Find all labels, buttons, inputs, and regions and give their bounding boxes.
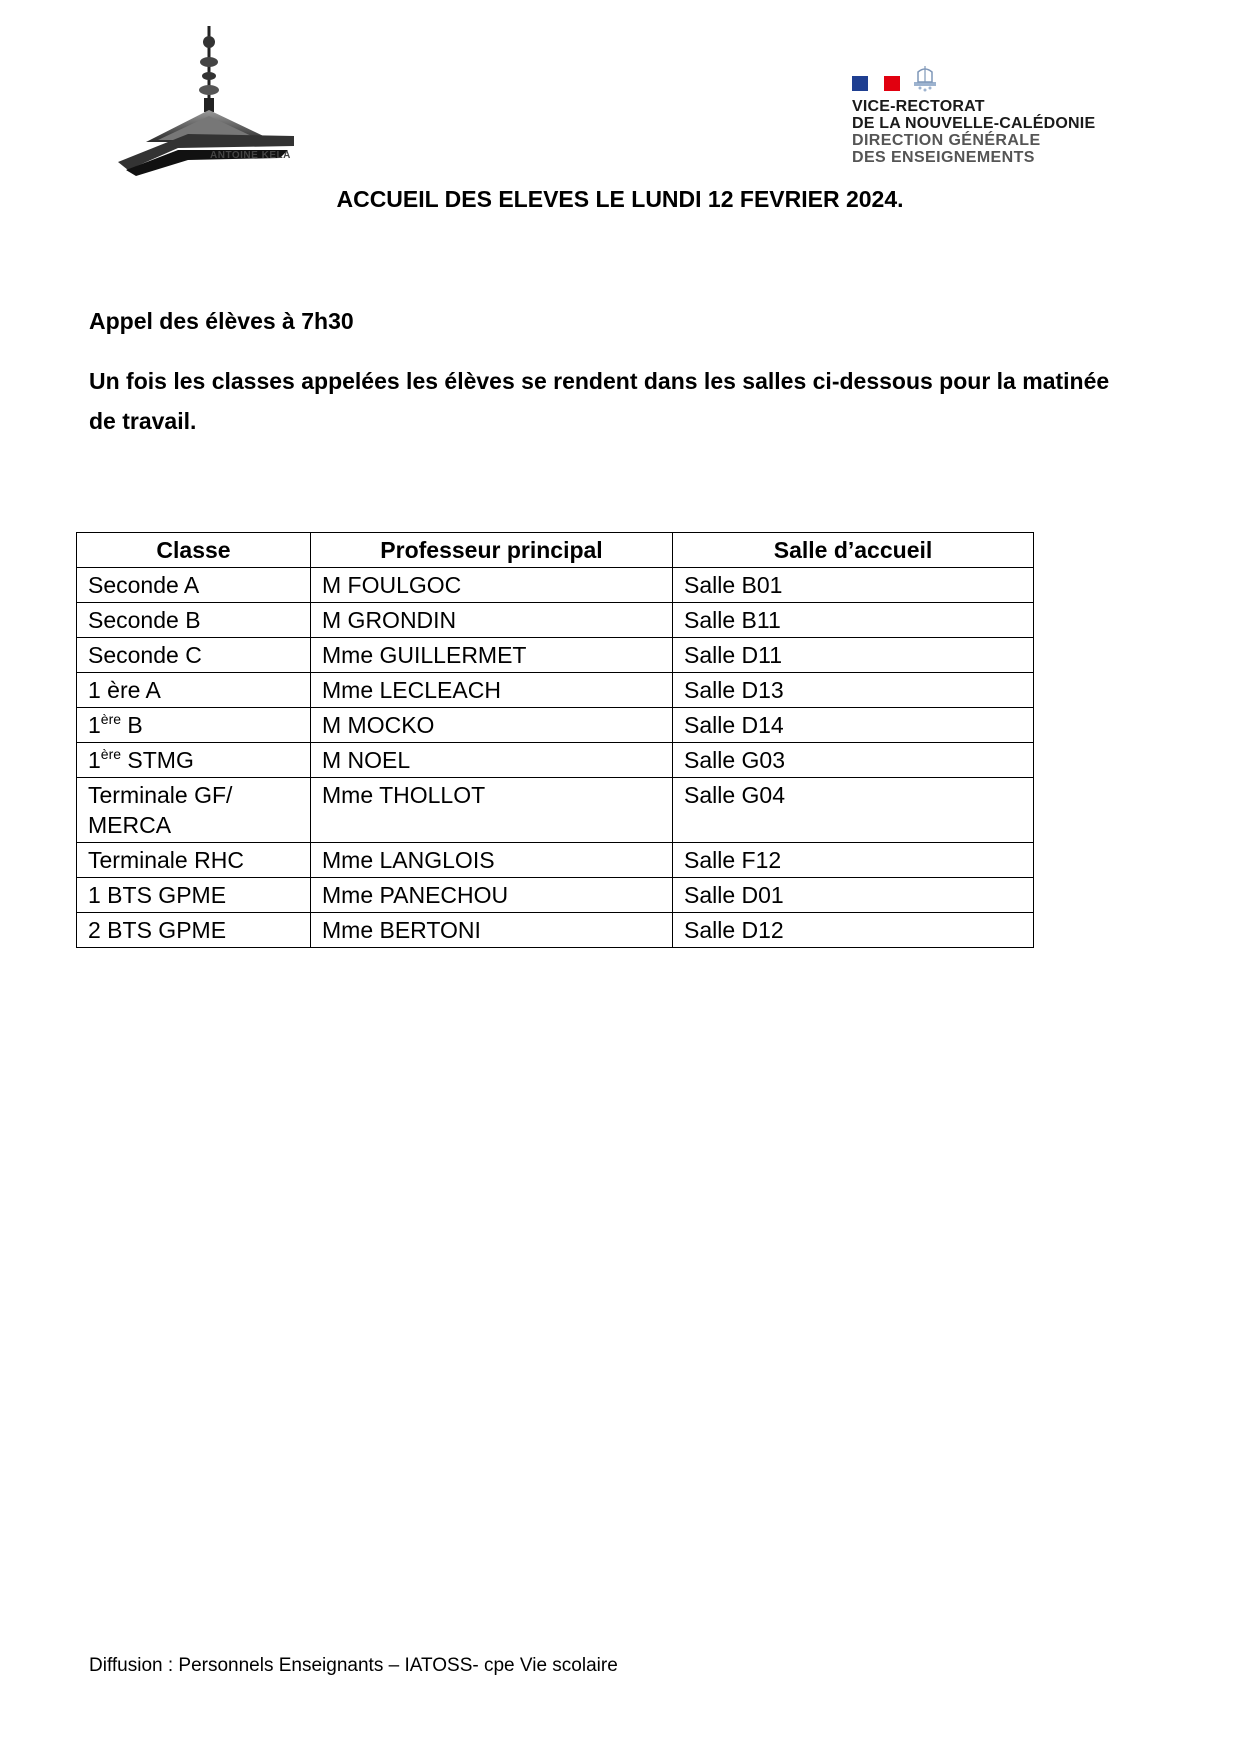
teacher-cell: Mme BERTONI [311, 913, 673, 948]
distribution-footer: Diffusion : Personnels Enseignants – IATOSS- cpe Vie scolaire [89, 1655, 618, 1676]
call-time-text: Appel des élèves à 7h30 [89, 308, 354, 334]
room-cell: Salle D11 [673, 638, 1034, 673]
vice-rectorat-line-1: VICE-RECTORAT [852, 98, 985, 115]
teacher-cell: Mme PANECHOU [311, 878, 673, 913]
table-row [77, 843, 1034, 878]
republic-flag-icon [852, 76, 900, 91]
class-name: 1 [88, 712, 101, 738]
teacher-cell: M NOEL [311, 743, 673, 778]
class-name: 1 BTS GPME [88, 882, 227, 908]
table-row [77, 568, 1034, 603]
room-cell: Salle G04 [673, 778, 1034, 843]
room-cell: Salle B01 [673, 568, 1034, 603]
intro [89, 308, 1129, 441]
class-cell [77, 638, 311, 673]
class-cell [77, 913, 311, 948]
vice-rectorat-line-3: DIRECTION GÉNÉRALE [852, 132, 1041, 149]
class-cell [77, 778, 311, 843]
table-row [77, 878, 1034, 913]
teacher-cell: Mme LANGLOIS [311, 843, 673, 878]
vice-rectorat-line-4: DES ENSEIGNEMENTS [852, 149, 1035, 166]
teacher-cell: Mme LECLEACH [311, 673, 673, 708]
room-cell: Salle D13 [673, 673, 1034, 708]
class-name: 1 [88, 747, 101, 773]
table-row [77, 913, 1034, 948]
header-room: Salle d’accueil [673, 533, 1034, 568]
class-cell [77, 743, 311, 778]
room-cell: Salle G03 [673, 743, 1034, 778]
teacher-cell: Mme THOLLOT [311, 778, 673, 843]
table-row [77, 638, 1034, 673]
header-class: Classe [77, 533, 311, 568]
class-name: 1 ère A [88, 677, 161, 703]
emblem-icon [912, 64, 938, 94]
room-cell: Salle B11 [673, 603, 1034, 638]
class-name: 2 BTS GPME [88, 917, 227, 943]
school-logo [118, 24, 318, 176]
class-suffix: B [121, 712, 143, 738]
room-cell: Salle D14 [673, 708, 1034, 743]
header-teacher: Professeur principal [311, 533, 673, 568]
teacher-cell: M FOULGOC [311, 568, 673, 603]
class-cell [77, 568, 311, 603]
table-row [77, 603, 1034, 638]
table-row [77, 778, 1034, 843]
room-cell: Salle F12 [673, 843, 1034, 878]
class-name: Terminale RHC [88, 847, 244, 873]
class-cell [77, 708, 311, 743]
class-suffix: STMG [121, 747, 194, 773]
class-cell [77, 673, 311, 708]
instructions-text: Un fois les classes appelées les élèves se rendent dans les salles ci-dessous pour la matinée de travail. [89, 368, 1110, 434]
teacher-cell: M MOCKO [311, 708, 673, 743]
vice-rectorat-logo [852, 62, 1132, 172]
table-row [77, 743, 1034, 778]
room-cell: Salle D12 [673, 913, 1034, 948]
class-ordinal: ère [100, 711, 122, 727]
page-title: ACCUEIL DES ELEVES LE LUNDI 12 FEVRIER 2024. [336, 186, 904, 212]
table-header-row [77, 533, 1034, 568]
class-cell [77, 603, 311, 638]
class-name: Seconde C [88, 642, 202, 668]
class-name: Terminale GF/ MERCA [88, 782, 233, 838]
teacher-cell: Mme GUILLERMET [311, 638, 673, 673]
class-cell [77, 843, 311, 878]
class-room-table [76, 532, 1034, 948]
class-name: Seconde A [88, 572, 200, 598]
school-name: ANTOINE KELA [210, 150, 291, 161]
teacher-cell: M GRONDIN [311, 603, 673, 638]
class-ordinal: ère [100, 746, 122, 762]
table-row [77, 673, 1034, 708]
class-cell [77, 878, 311, 913]
room-cell: Salle D01 [673, 878, 1034, 913]
vice-rectorat-line-2: DE LA NOUVELLE-CALÉDONIE [852, 115, 1096, 132]
table-row [77, 708, 1034, 743]
class-name: Seconde B [88, 607, 201, 633]
